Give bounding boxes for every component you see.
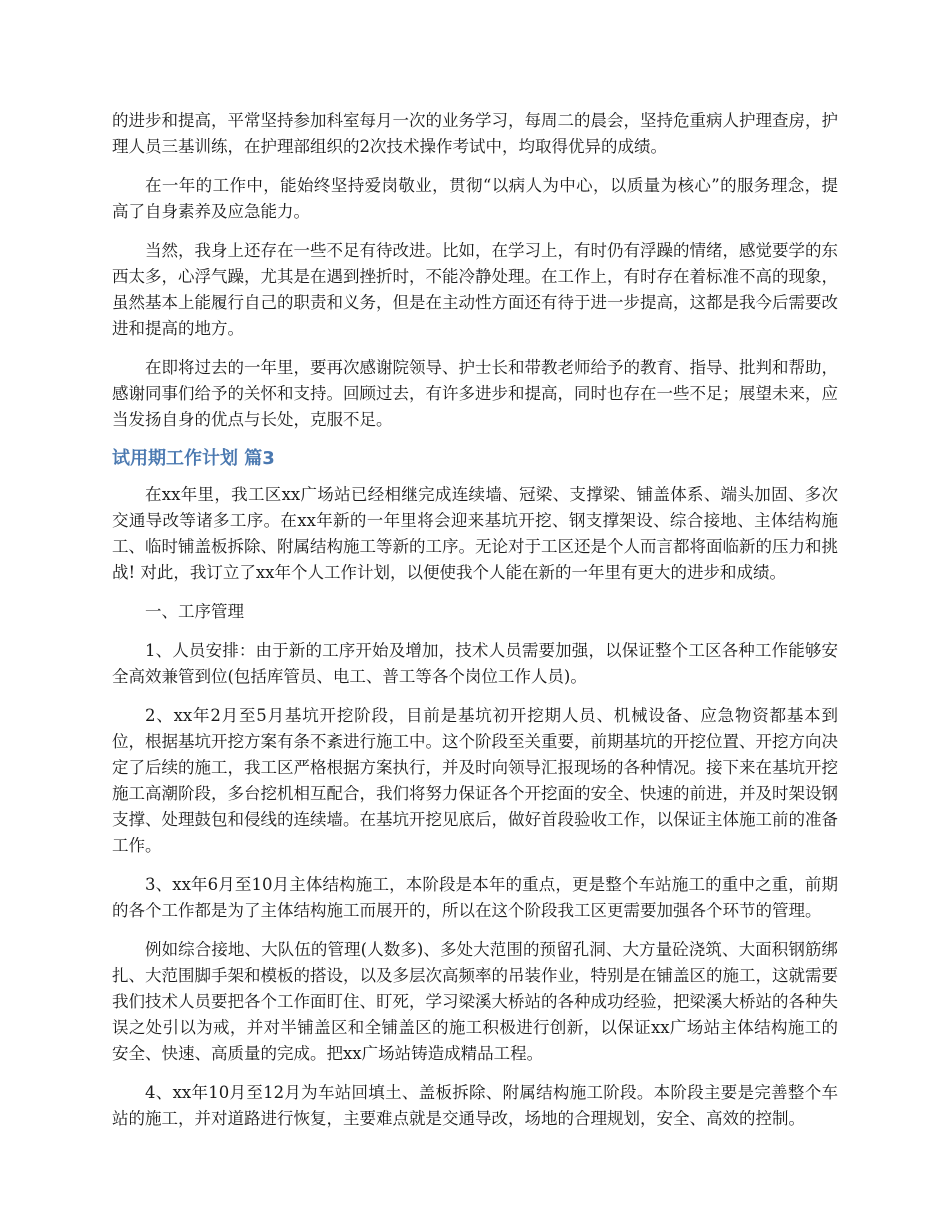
paragraph-continued: 的进步和提高，平常坚持参加科室每月一次的业务学习，每周二的晨会，坚持危重病人护理查房，护理人员三基训练，在护理部组织的2次技术操作考试中，均取得优异的成绩。 xyxy=(112,111,838,156)
paragraph: 当然，我身上还存在一些不足有待改进。比如，在学习上，有时仍有浮躁的情绪，感觉要学的东西太多，心浮气躁，尤其是在遇到挫折时，不能冷静处理。在工作上，有时存在着标准不高的现象，虽然基本上能履行自己的职责和义务，但是在主动性方面还有待于进一步提高，这都是我今后需要改进和提高的地方。 xyxy=(112,241,838,338)
paragraph: 在一年的工作中，能始终坚持爱岗敬业，贯彻“以病人为中心，以质量为核心”的服务理念，提高了自身素养及应急能力。 xyxy=(112,176,838,221)
paragraph: 2、xx年2月至5月基坑开挖阶段，目前是基坑初开挖期人员、机械设备、应急物资都基本到位，根据基坑开挖方案有条不紊进行施工中。这个阶段至关重要，前期基坑的开挖位置、开挖方向决定了后续的施工，我工区严格根据方案执行，并及时向领导汇报现场的各种情况。接下来在基坑开挖施工高潮阶段，多台挖机相互配合，我们将努力保证各个开挖面的安全、快速的前进，并及时架设钢支撑、处理鼓包和侵线的连续墙。在基坑开挖见底后，做好首段验收工作，以保证主体施工前的准备工作。 xyxy=(112,706,838,855)
paragraph: 在即将过去的一年里，要再次感谢院领导、护士长和带教老师给予的教育、指导、批判和帮助，感谢同事们给予的关怀和支持。回顾过去，有许多进步和提高，同时也存在一些不足；展望未来，应当发扬自身的优点与长处，克服不足。 xyxy=(112,358,838,429)
paragraph: 在xx年里，我工区xx广场站已经相继完成连续墙、冠梁、支撑梁、铺盖体系、端头加固、多次交通导改等诸多工序。在xx年新的一年里将会迎来基坑开挖、钢支撑架设、综合接地、主体结构施工、临时铺盖板拆除、附属结构施工等新的工序。无论对于工区还是个人而言都将面临新的压力和挑战! 对此，我订立了xx年个人工作计划，以便使我个人能在新的一年里有更大的进步和成绩。 xyxy=(112,485,838,582)
subheading-paragraph: 一、工序管理 xyxy=(145,602,244,621)
paragraph: 4、xx年10月至12月为车站回填土、盖板拆除、附属结构施工阶段。本阶段主要是完善整个车站的施工，并对道路进行恢复，主要难点就是交通导改，场地的合理规划，安全、高效的控制。 xyxy=(112,1083,838,1128)
section-heading: 试用期工作计划 篇3 xyxy=(112,448,275,469)
document-body xyxy=(112,108,838,1145)
paragraph: 例如综合接地、大队伍的管理(人数多)、多处大范围的预留孔洞、大方量砼浇筑、大面积钢筋绑扎、大范围脚手架和模板的搭设，以及多层次高频率的吊装作业，特别是在铺盖区的施工，这就需要我们技术人员要把各个工作面盯住、盯死，学习梁溪大桥站的各种成功经验，把梁溪大桥站的各种失误之处引以为戒，并对半铺盖区和全铺盖区的施工积极进行创新，以保证xx广场站主体结构施工的安全、快速、高质量的完成。把xx广场站铸造成精品工程。 xyxy=(112,940,838,1063)
paragraph: 1、人员安排：由于新的工序开始及增加，技术人员需要加强，以保证整个工区各种工作能够安全高效兼管到位(包括库管员、电工、普工等各个岗位工作人员)。 xyxy=(112,641,838,686)
paragraph: 3、xx年6月至10月主体结构施工，本阶段是本年的重点，更是整个车站施工的重中之重，前期的各个工作都是为了主体结构施工而展开的，所以在这个阶段我工区更需要加强各个环节的管理。 xyxy=(112,875,838,920)
